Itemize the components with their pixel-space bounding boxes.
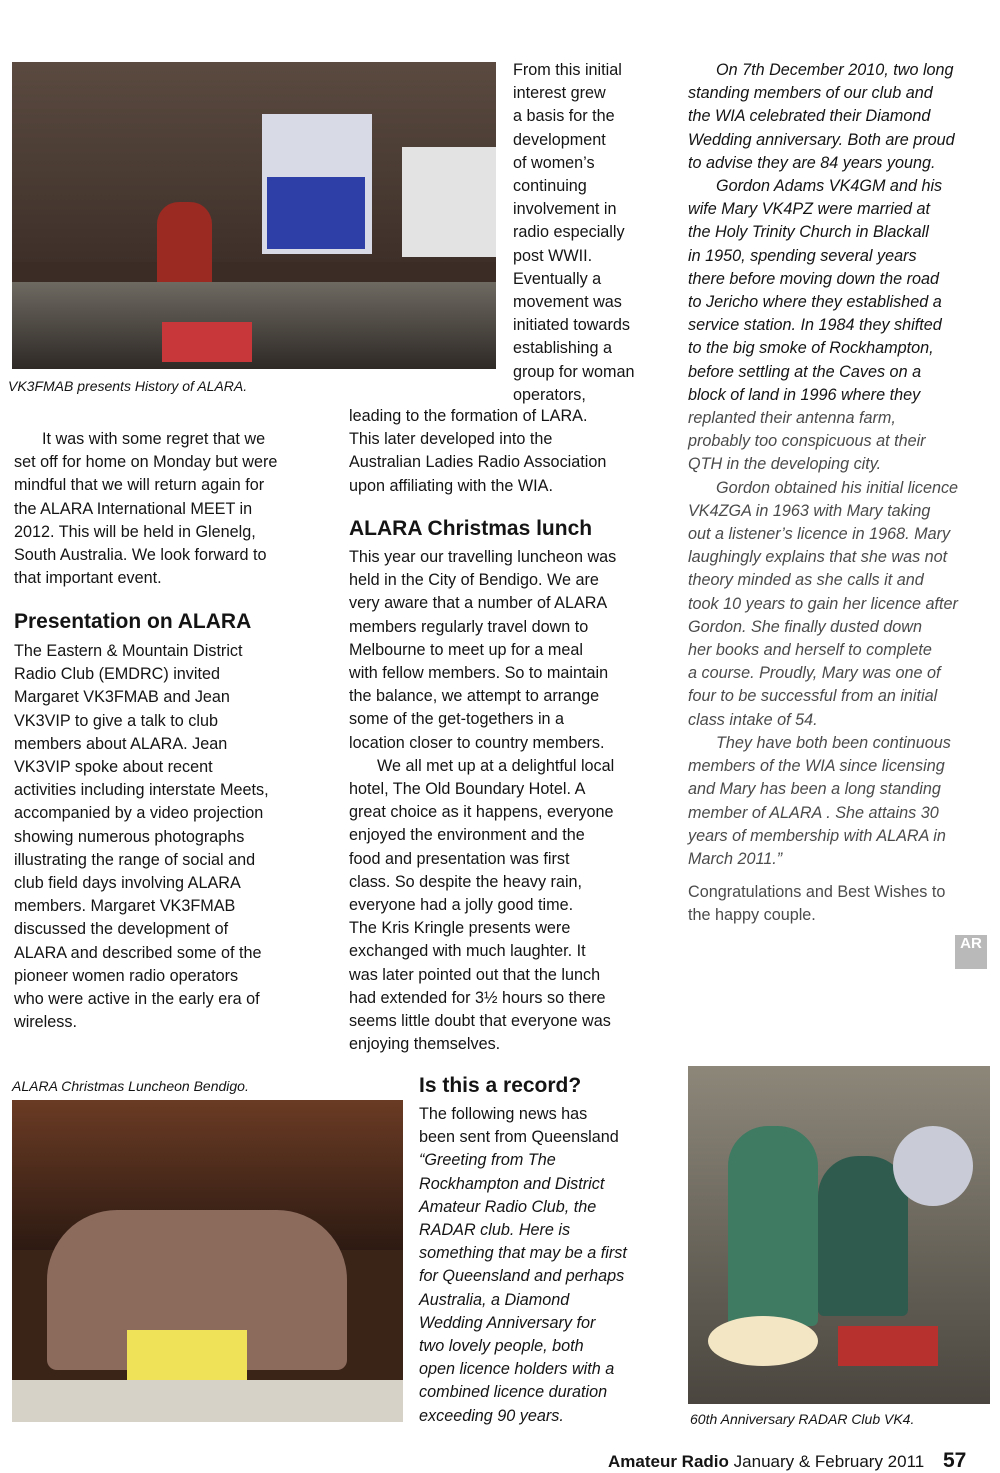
- col3-line: Gordon Adams VK4GM and his: [716, 177, 943, 196]
- record-quote-line: for Queensland and perhaps: [419, 1267, 625, 1286]
- presentation-line: accompanied by a video projection: [14, 804, 264, 823]
- record-quote-line: exceeding 90 years.: [419, 1406, 564, 1425]
- photo-cake: [708, 1316, 818, 1366]
- record-quote-line: something that may be a first: [419, 1244, 627, 1263]
- lunch-line: We all met up at a delightful local: [377, 756, 615, 775]
- col2-top-line: group for woman: [513, 362, 635, 381]
- photo-projected-slide: [267, 177, 365, 249]
- col2-top-line: post WWII.: [513, 246, 593, 265]
- col3-line: her books and herself to complete: [688, 641, 932, 660]
- presentation-line: VK3VIP to give a talk to club: [14, 711, 218, 730]
- lunch-line: was later pointed out that the lunch: [349, 965, 601, 984]
- col3-line: QTH in the developing city.: [688, 455, 882, 474]
- lunch-heading: ALARA Christmas lunch: [349, 517, 593, 540]
- lunch-line: great choice as it happens, everyone: [349, 803, 614, 822]
- record-quote-line: Amateur Radio Club, the: [419, 1197, 597, 1216]
- lunch-line: class. So despite the heavy rain,: [349, 872, 583, 891]
- record-quote-line: Rockhampton and District: [419, 1174, 605, 1193]
- col2-line: leading to the formation of LARA.: [349, 407, 588, 425]
- presentation-line: wireless.: [14, 1013, 77, 1032]
- col3-closing-line: Congratulations and Best Wishes to: [688, 883, 946, 902]
- col3-line: in 1950, spending several years: [688, 246, 917, 265]
- col3-line: Wedding anniversary. Both are proud: [688, 130, 955, 149]
- lunch-line: This year our travelling luncheon was: [349, 548, 617, 566]
- footer-page-number: 57: [942, 1449, 967, 1472]
- presentation-line: members. Margaret VK3FMAB: [14, 897, 236, 916]
- col1-line: mindful that we will return again for: [14, 476, 265, 495]
- col2-top-line: establishing a: [513, 339, 612, 358]
- record-quote-line: Australia, a Diamond: [419, 1290, 570, 1309]
- record-heading: Is this a record?: [419, 1074, 582, 1097]
- col3-line: out a listener’s licence in 1968. Mary: [688, 525, 951, 544]
- col3-line: class intake of 54.: [688, 710, 818, 729]
- presentation-line: The Eastern & Mountain District: [14, 642, 243, 660]
- lunch-line: hotel, The Old Boundary Hotel. A: [349, 780, 586, 799]
- col3-line: the Holy Trinity Church in Blackall: [688, 223, 929, 242]
- col3-line: years of membership with ALARA in: [688, 826, 946, 845]
- presentation-line: members about ALARA. Jean: [14, 734, 228, 753]
- presentation-heading: Presentation on ALARA: [14, 610, 252, 633]
- col1-line: that important event.: [14, 569, 162, 588]
- col3-line: Gordon. She finally dusted down: [688, 617, 922, 636]
- col3-line: March 2011.”: [688, 849, 783, 868]
- col2-top-line: initiated towards: [513, 316, 630, 335]
- col3-line: before settling at the Caves on a: [688, 362, 922, 381]
- photo-chairs: [162, 322, 252, 362]
- lunch-line: enjoyed the environment and the: [349, 826, 585, 845]
- lunch-line: the balance, we attempt to arrange: [349, 687, 600, 706]
- col1-line: South Australia. We look forward to: [14, 546, 267, 565]
- col2-continued-text: [349, 405, 669, 498]
- col3-line: to the big smoke of Rockhampton,: [688, 339, 934, 358]
- col2-top-line: interest grew: [513, 84, 606, 103]
- record-text: [419, 1103, 669, 1428]
- col1-line: set off for home on Monday but were: [14, 453, 278, 472]
- photo-luncheon: [12, 1100, 403, 1422]
- col3-closing-line: the happy couple.: [688, 906, 816, 925]
- photo-anniversary-caption: 60th Anniversary RADAR Club VK4.: [690, 1411, 915, 1427]
- presentation-line: activities including interstate Meets,: [14, 781, 269, 800]
- lunch-line: some of the get-togethers in a: [349, 710, 565, 729]
- lunch-line: with fellow members. So to maintain: [349, 664, 609, 683]
- photo-gift: [838, 1326, 938, 1366]
- presentation-line: Radio Club (EMDRC) invited: [14, 665, 221, 684]
- col2-line: upon affiliating with the WIA.: [349, 476, 553, 495]
- col2-top-line: of women’s: [513, 153, 595, 172]
- col2-top-line: From this initial: [513, 61, 622, 79]
- presentation-line: club field days involving ALARA: [14, 874, 241, 893]
- col2-top-line: operators,: [513, 385, 586, 404]
- col3-line: took 10 years to gain her licence after: [688, 594, 958, 613]
- col2-top-line: a basis for the: [513, 107, 615, 126]
- col3-line: standing members of our club and: [688, 84, 933, 103]
- lunch-line: very aware that a number of ALARA: [349, 594, 608, 613]
- record-quote-line: open licence holders with a: [419, 1360, 615, 1379]
- record-line: The following news has: [419, 1105, 588, 1123]
- col3-line: laughingly explains that she was not: [688, 548, 948, 567]
- col3-line: wife Mary VK4PZ were married at: [688, 200, 930, 219]
- record-quote-line: “Greeting from The: [419, 1151, 556, 1170]
- record-quote-line: RADAR club. Here is: [419, 1221, 571, 1240]
- lunch-line: The Kris Kringle presents were: [349, 919, 571, 938]
- presentation-line: VK3VIP spoke about recent: [14, 758, 213, 777]
- col2-top-line: movement was: [513, 293, 622, 312]
- photo-man: [728, 1126, 818, 1326]
- lunch-line: held in the City of Bendigo. We are: [349, 571, 599, 590]
- photo-audience: [12, 282, 496, 369]
- col3-line: On 7th December 2010, two long: [716, 61, 954, 79]
- lunch-text: [349, 546, 669, 1056]
- col3-text: [688, 59, 998, 928]
- col3-line: four to be successful from an initial: [688, 687, 938, 706]
- page-footer: [608, 1449, 966, 1473]
- col3-line: to advise they are 84 years young.: [688, 153, 936, 172]
- col3-line: a course. Proudly, Mary was one of: [688, 664, 941, 683]
- footer-issue: January & February 2011: [733, 1452, 925, 1471]
- photo-woman: [818, 1156, 908, 1316]
- col3-line: block of land in 1996 where they: [688, 385, 921, 404]
- lunch-line: food and presentation was first: [349, 849, 570, 868]
- col2-top-line: involvement in: [513, 200, 617, 219]
- col3-line: probably too conspicuous at their: [688, 432, 926, 451]
- col1-intro-text: [14, 428, 334, 590]
- col3-line: Gordon obtained his initial licence: [716, 478, 959, 497]
- record-quote-line: Wedding Anniversary for: [419, 1313, 596, 1332]
- col3-line: to Jericho where they established a: [688, 293, 942, 312]
- presentation-line: Margaret VK3FMAB and Jean: [14, 688, 230, 707]
- lunch-line: seems little doubt that everyone was: [349, 1012, 611, 1031]
- lunch-line: members regularly travel down to: [349, 617, 589, 636]
- col3-line: members of the WIA since licensing: [688, 757, 945, 776]
- col1-line: 2012. This will be held in Glenelg,: [14, 522, 256, 541]
- col2-top-line: continuing: [513, 177, 587, 196]
- lunch-line: enjoying themselves.: [349, 1035, 501, 1054]
- photo-presentation: [12, 62, 496, 369]
- photo-anniversary: [688, 1066, 990, 1404]
- record-quote-line: two lovely people, both: [419, 1337, 584, 1356]
- photo-balloon: [893, 1126, 973, 1206]
- col3-line: replanted their antenna farm,: [688, 409, 896, 428]
- col3-line: and Mary has been a long standing: [688, 780, 941, 799]
- col2-line: Australian Ladies Radio Association: [349, 453, 607, 472]
- photo-presentation-caption: VK3FMAB presents History of ALARA.: [8, 378, 248, 394]
- col3-line: service station. In 1984 they shifted: [688, 316, 942, 335]
- lunch-line: had extended for 3½ hours so there: [349, 988, 606, 1007]
- col3-line: member of ALARA . She attains 30: [688, 803, 939, 822]
- col2-top-text: [513, 59, 673, 407]
- photo-luncheon-caption: ALARA Christmas Luncheon Bendigo.: [12, 1078, 249, 1094]
- record-line: been sent from Queensland: [419, 1128, 619, 1147]
- col3-line: theory minded as she calls it and: [688, 571, 924, 590]
- col3-line: there before moving down the road: [688, 269, 940, 288]
- presentation-line: discussed the development of: [14, 920, 229, 939]
- presentation-line: showing numerous photographs: [14, 827, 245, 846]
- lunch-line: exchanged with much laughter. It: [349, 942, 586, 961]
- col2-top-line: development: [513, 130, 606, 149]
- col3-line: the WIA celebrated their Diamond: [688, 107, 931, 126]
- presentation-line: ALARA and described some of the: [14, 943, 262, 962]
- col3-line: VK4ZGA in 1963 with Mary taking: [688, 501, 931, 520]
- lunch-line: location closer to country members.: [349, 733, 605, 752]
- col1-line: the ALARA International MEET in: [14, 499, 253, 518]
- photo-whiteboard: [402, 147, 496, 257]
- footer-magazine-title: Amateur Radio: [608, 1452, 729, 1471]
- col2-top-line: radio especially: [513, 223, 625, 242]
- presentation-text: [14, 640, 334, 1034]
- record-quote-line: combined licence duration: [419, 1383, 608, 1402]
- presentation-line: illustrating the range of social and: [14, 850, 256, 869]
- presentation-line: pioneer women radio operators: [14, 966, 239, 985]
- lunch-line: everyone had a jolly good time.: [349, 896, 574, 915]
- photo-table: [12, 1380, 403, 1422]
- lunch-line: Melbourne to meet up for a meal: [349, 640, 583, 659]
- presentation-line: who were active in the early era of: [14, 990, 260, 1009]
- ar-logo: AR: [955, 935, 987, 969]
- col3-line: They have both been continuous: [716, 733, 951, 752]
- col2-top-line: Eventually a: [513, 269, 602, 288]
- col2-line: This later developed into the: [349, 430, 553, 449]
- col1-line: It was with some regret that we: [42, 430, 266, 448]
